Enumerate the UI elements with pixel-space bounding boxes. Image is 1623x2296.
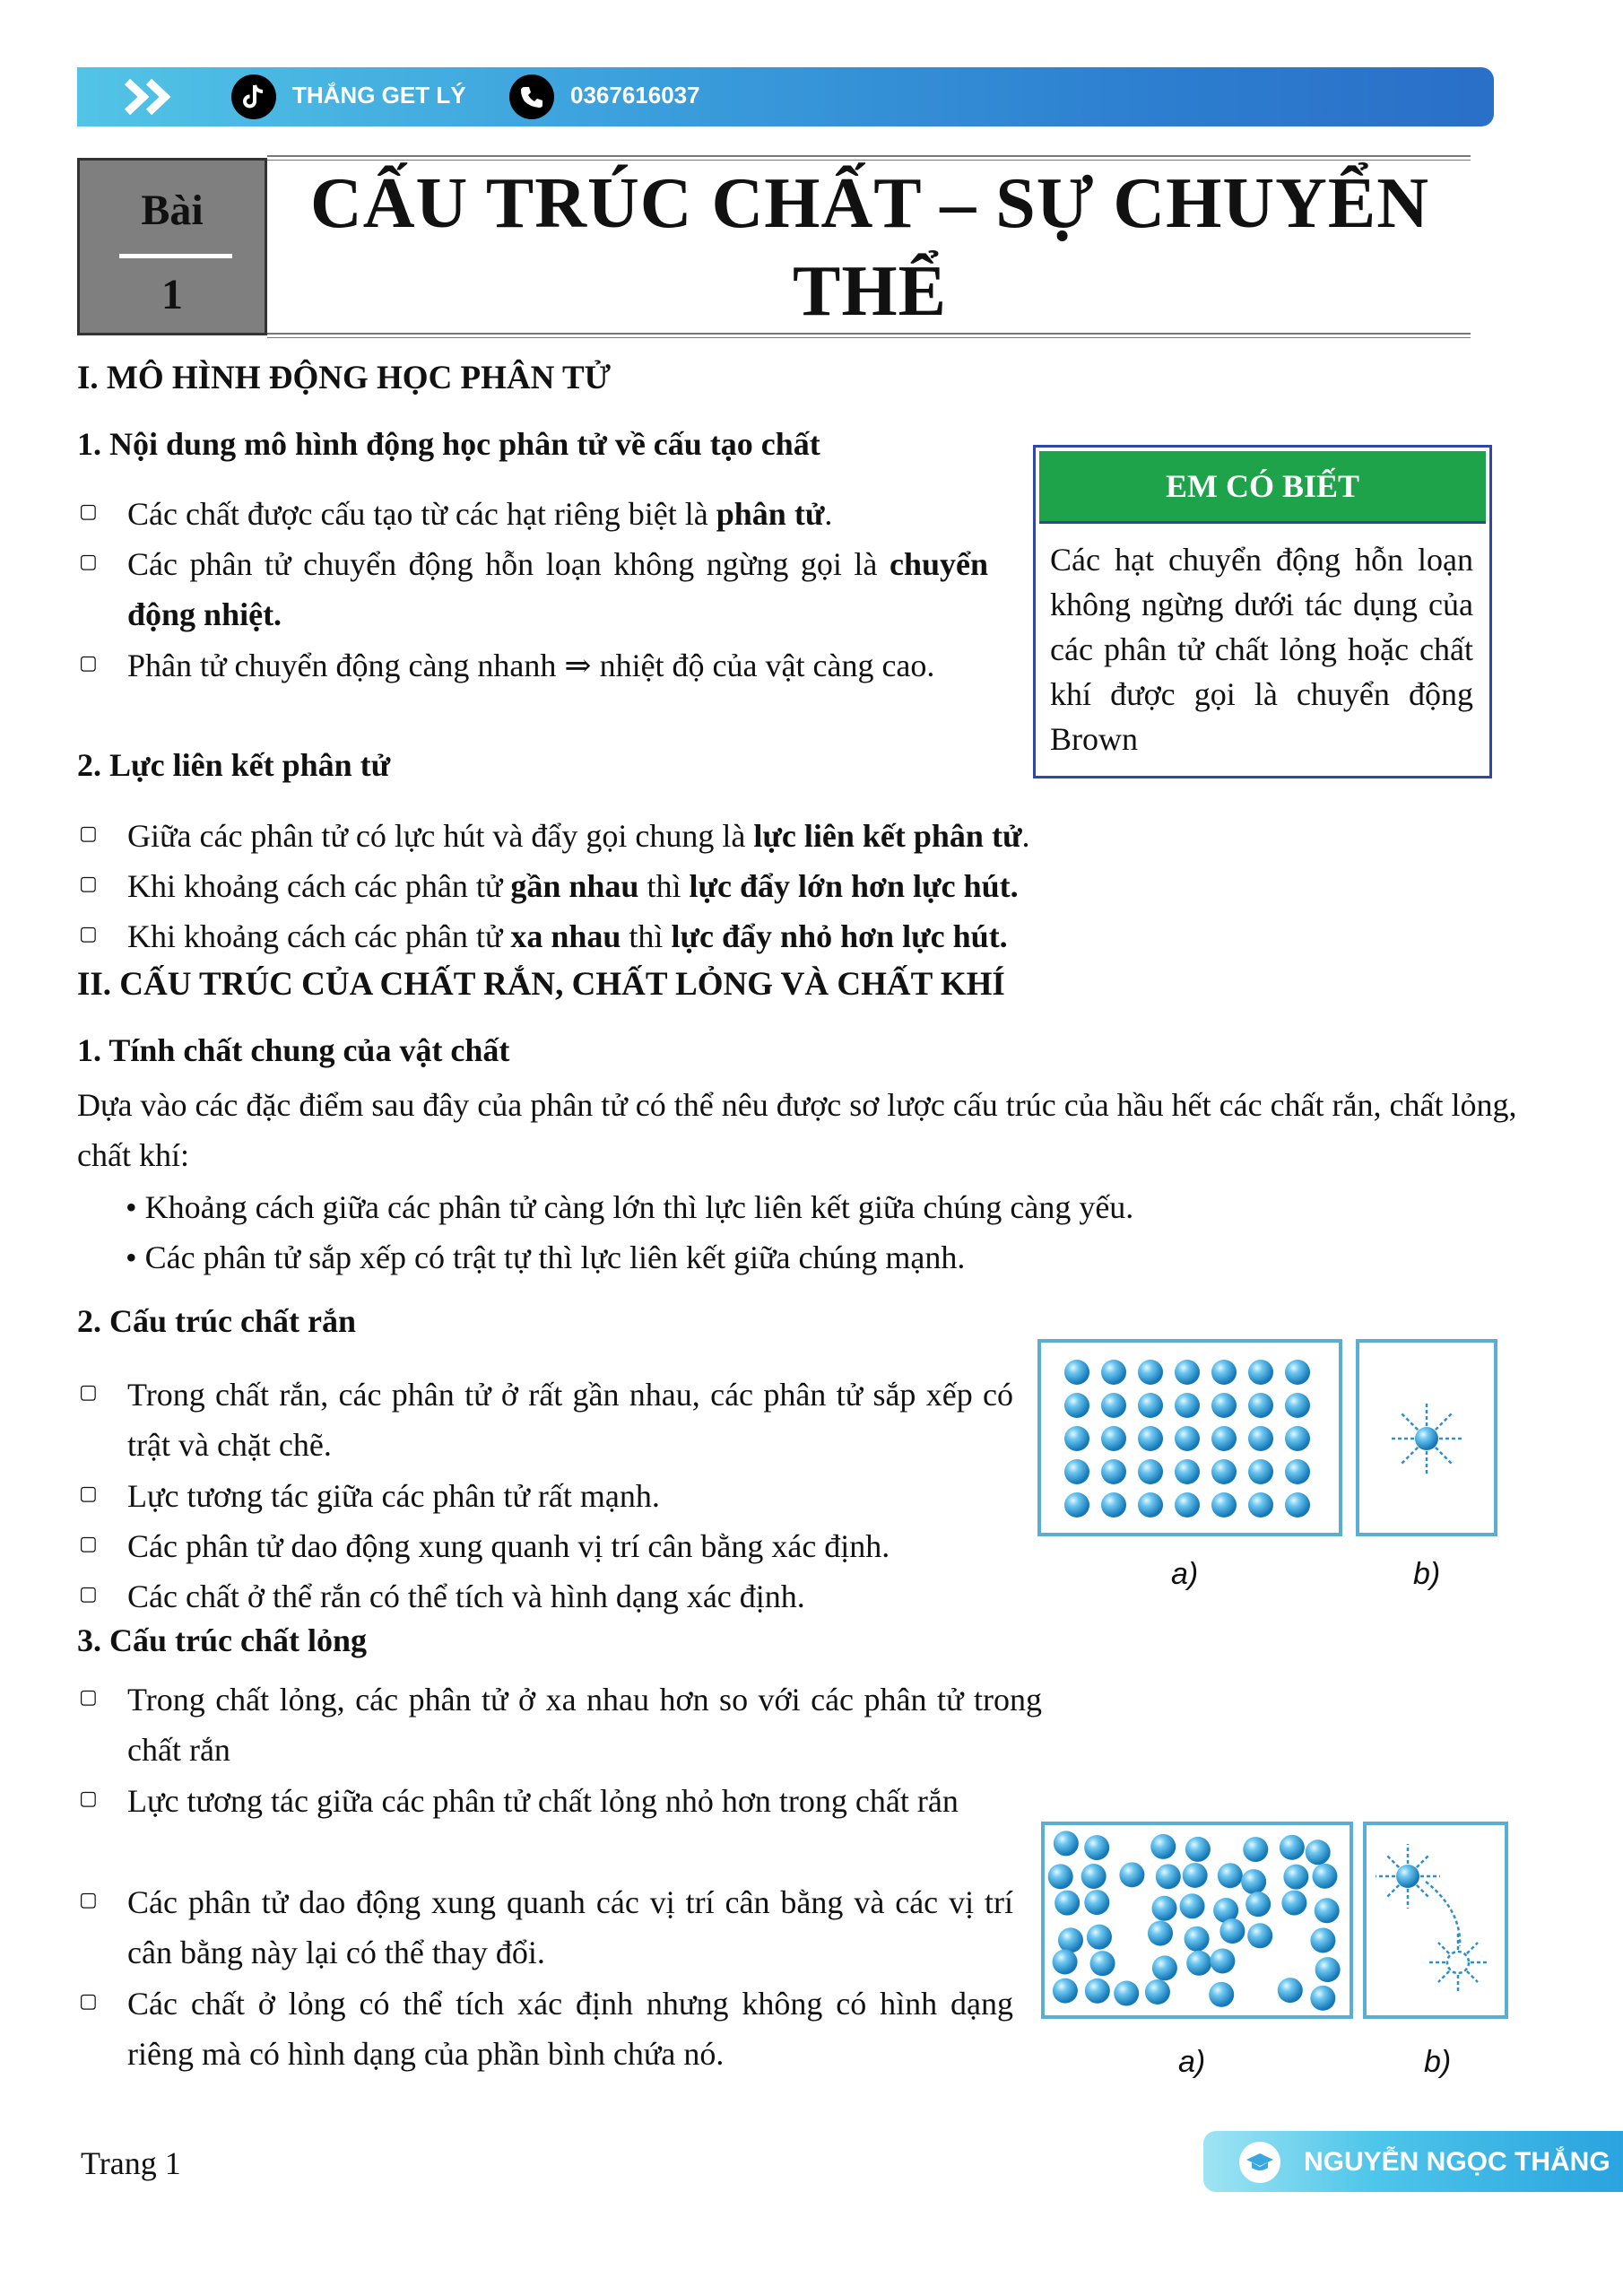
bullet-icon: ▢ — [79, 923, 98, 945]
molecule — [1248, 1426, 1273, 1451]
molecule — [1055, 1891, 1080, 1916]
molecule — [1248, 1360, 1273, 1385]
bullet-icon: ▢ — [79, 551, 98, 573]
molecule — [1285, 1426, 1310, 1451]
molecule — [1138, 1492, 1163, 1518]
dot-item: • Khoảng cách giữa các phân tử càng lớn thì lực liên kết giữa chúng càng yếu. — [126, 1189, 1134, 1225]
solid-structure-figure — [1037, 1338, 1503, 1580]
molecule — [1064, 1459, 1089, 1484]
header-banner — [77, 67, 1494, 126]
molecule — [1101, 1459, 1126, 1484]
bullet-icon: ▢ — [79, 822, 98, 845]
molecule — [1156, 1864, 1181, 1889]
title-rule-bottom-2 — [267, 337, 1471, 338]
molecule — [1058, 1927, 1083, 1952]
molecule — [1138, 1393, 1163, 1418]
molecule — [1281, 1891, 1306, 1916]
list-item: Các chất ở lỏng có thể tích xác định nhưng không có hình dạng riêng mà có hình dạng của phần bình chứa nó. — [127, 1986, 1013, 2072]
molecule — [1248, 1393, 1273, 1418]
molecule — [1285, 1393, 1310, 1418]
tiktok-icon — [231, 74, 276, 119]
author-badge — [1203, 2131, 1623, 2192]
molecule — [1211, 1492, 1237, 1518]
molecule — [1248, 1492, 1273, 1518]
molecule — [1175, 1459, 1200, 1484]
molecule — [1185, 1926, 1210, 1952]
molecule — [1119, 1862, 1144, 1887]
title-line-2: THỂ — [793, 252, 947, 331]
molecule — [1210, 1948, 1235, 1973]
molecule — [1285, 1360, 1310, 1385]
list-item: Giữa các phân tử có lực hút và đẩy gọi chung là lực liên kết phân tử. — [127, 818, 1030, 854]
molecule — [1101, 1492, 1126, 1518]
molecule — [1084, 1890, 1109, 1915]
section-2-heading: II. CẤU TRÚC CỦA CHẤT RẮN, CHẤT LỎNG VÀ CHẤT KHÍ — [77, 966, 1005, 1003]
page-title — [269, 160, 1471, 335]
phone-icon — [509, 74, 554, 119]
molecule — [1248, 1459, 1273, 1484]
molecule — [1152, 1896, 1177, 1921]
list-item: Các phân tử chuyển động hỗn loạn không ngừng gọi là chuyển động nhiệt. — [127, 546, 988, 632]
molecule — [1243, 1837, 1268, 1862]
list-item: Trong chất lỏng, các phân tử ở xa nhau hơn so với các phân tử trong chất rắn — [127, 1682, 1042, 1768]
did-you-know-box — [1033, 445, 1492, 778]
molecule — [1175, 1426, 1200, 1451]
list-item: Lực tương tác giữa các phân tử rất mạnh. — [127, 1478, 660, 1514]
molecule-ghost — [1447, 1952, 1469, 1973]
molecule — [1064, 1360, 1089, 1385]
author-name: NGUYỄN NGỌC THẮNG — [1304, 2147, 1610, 2177]
list-item: Khi khoảng cách các phân tử gần nhau thì lực đẩy lớn hơn lực hút. — [127, 868, 1019, 904]
molecule — [1054, 1831, 1079, 1856]
molecule — [1186, 1951, 1211, 1976]
list-item: Khi khoảng cách các phân tử xa nhau thì lực đẩy nhỏ hơn lực hút. — [127, 918, 1008, 954]
molecule — [1138, 1360, 1163, 1385]
molecule — [1211, 1393, 1237, 1418]
list-item: Trong chất rắn, các phân tử ở rất gần nhau, các phân tử sắp xếp có trật và chặt chẽ. — [127, 1377, 1013, 1463]
molecule — [1087, 1925, 1112, 1950]
graduation-cap-icon — [1239, 2142, 1280, 2183]
did-you-know-body: Các hạt chuyển động hỗn loạn không ngừng dưới tác dụng của các phân tử chất lỏng hoặc chất khí được gọi là chuyển động Brown — [1050, 542, 1473, 757]
bullet-icon: ▢ — [79, 1686, 98, 1709]
bullet-icon: ▢ — [79, 500, 98, 523]
bullet-icon: ▢ — [79, 1990, 98, 2013]
molecule — [1415, 1427, 1438, 1450]
molecule — [1306, 1839, 1331, 1865]
section-1-1-heading: 1. Nội dung mô hình động học phân tử về cấu tạo chất — [77, 426, 820, 462]
molecule — [1084, 1835, 1109, 1860]
molecule — [1218, 1863, 1243, 1888]
molecule — [1183, 1863, 1208, 1888]
molecule — [1310, 1986, 1335, 2011]
molecule — [1312, 1864, 1337, 1889]
bullet-icon: ▢ — [79, 1483, 98, 1505]
molecule — [1315, 1957, 1341, 1982]
section-2-1-heading: 1. Tính chất chung của vật chất — [77, 1032, 510, 1068]
liquid-motion-frame — [1365, 1823, 1506, 2017]
molecule — [1175, 1360, 1200, 1385]
section-2-3-heading: 3. Cấu trúc chất lỏng — [77, 1622, 367, 1658]
molecule — [1053, 1979, 1078, 2004]
section-2-1-intro: Dựa vào các đặc điểm sau đây của phân tử có thể nêu được sơ lược cấu trúc của hầu hết các chất rắn, chất lỏng, chất khí: — [77, 1087, 1517, 1173]
molecule — [1148, 1921, 1173, 1946]
molecule — [1101, 1360, 1126, 1385]
molecule — [1145, 1979, 1170, 2005]
liquid-structure-figure — [1040, 1821, 1512, 2036]
list-item: Các chất ở thể rắn có thể tích và hình dạng xác định. — [127, 1578, 805, 1614]
molecule — [1280, 1835, 1305, 1860]
dot-item: • Các phân tử sắp xếp có trật tự thì lực liên kết giữa chúng mạnh. — [126, 1239, 966, 1275]
figure-label: a) — [1171, 1557, 1199, 1591]
did-you-know-heading: EM CÓ BIẾT — [1039, 451, 1486, 524]
molecule — [1211, 1360, 1237, 1385]
molecule — [1064, 1492, 1089, 1518]
section-1-2-heading: 2. Lực liên kết phân tử — [77, 747, 391, 783]
molecule — [1085, 1979, 1110, 2004]
molecule — [1175, 1393, 1200, 1418]
bullet-icon: ▢ — [79, 1787, 98, 1810]
molecule — [1114, 1981, 1139, 2006]
molecule — [1048, 1864, 1073, 1889]
molecule — [1285, 1492, 1310, 1518]
lesson-label: Bài — [141, 187, 204, 234]
molecule — [1064, 1426, 1089, 1451]
title-line-1: CẤU TRÚC CHẤT – SỰ CHUYỂN — [309, 164, 1430, 243]
molecule — [1315, 1898, 1340, 1923]
molecule — [1152, 1955, 1177, 1980]
molecule — [1053, 1950, 1078, 1975]
molecule — [1081, 1864, 1107, 1889]
molecule — [1150, 1834, 1176, 1859]
bullet-icon: ▢ — [79, 1583, 98, 1605]
molecule — [1219, 1918, 1245, 1944]
bullet-icon: ▢ — [79, 1889, 98, 1911]
molecule — [1247, 1923, 1272, 1948]
title-rule-top — [267, 155, 1471, 157]
molecule — [1090, 1951, 1115, 1976]
molecule — [1211, 1426, 1237, 1451]
molecule — [1101, 1393, 1126, 1418]
lesson-number-box — [77, 158, 267, 335]
molecule — [1138, 1426, 1163, 1451]
section-1-heading: I. MÔ HÌNH ĐỘNG HỌC PHÂN TỬ — [77, 360, 612, 396]
bullet-icon: ▢ — [79, 873, 98, 895]
list-item: Phân tử chuyển động càng nhanh ⇒ nhiệt độ của vật càng cao. — [127, 648, 935, 683]
molecule — [1245, 1892, 1271, 1917]
molecule — [1310, 1927, 1335, 1952]
list-item: Lực tương tác giữa các phân tử chất lỏng nhỏ hơn trong chất rắn — [127, 1783, 959, 1819]
list-item: Các chất được cấu tạo từ các hạt riêng biệt là phân tử. — [127, 496, 833, 532]
molecule — [1138, 1459, 1163, 1484]
molecule — [1101, 1426, 1126, 1451]
list-item: Các phân tử dao động xung quanh các vị trí cân bằng và các vị trí cân bằng này lại có thể thay đổi. — [127, 1884, 1013, 1970]
section-2-2-heading: 2. Cấu trúc chất rắn — [77, 1303, 356, 1339]
figure-label: a) — [1178, 2045, 1206, 2079]
molecule — [1211, 1459, 1237, 1484]
molecule — [1175, 1492, 1200, 1518]
chevrons-icon — [124, 78, 179, 116]
molecule — [1209, 1982, 1234, 2007]
figure-label: b) — [1424, 2045, 1452, 2079]
molecule — [1278, 1978, 1303, 2003]
lesson-divider — [119, 254, 232, 258]
molecule — [1185, 1837, 1211, 1862]
molecule — [1064, 1393, 1089, 1418]
bullet-icon: ▢ — [79, 652, 98, 674]
bullet-icon: ▢ — [79, 1533, 98, 1555]
molecule — [1241, 1869, 1266, 1894]
figure-label: b) — [1413, 1557, 1441, 1591]
molecule — [1396, 1865, 1419, 1888]
lesson-number: 1 — [161, 271, 183, 318]
bullet-icon: ▢ — [79, 1381, 98, 1404]
page-number: Trang 1 — [81, 2145, 181, 2181]
phone-number: 0367616037 — [570, 82, 700, 109]
list-item: Các phân tử dao động xung quanh vị trí cân bằng xác định. — [127, 1528, 890, 1564]
molecule — [1180, 1893, 1205, 1918]
tiktok-label: THẮNG GET LÝ — [292, 82, 466, 109]
molecule — [1283, 1865, 1308, 1890]
molecule — [1285, 1459, 1310, 1484]
